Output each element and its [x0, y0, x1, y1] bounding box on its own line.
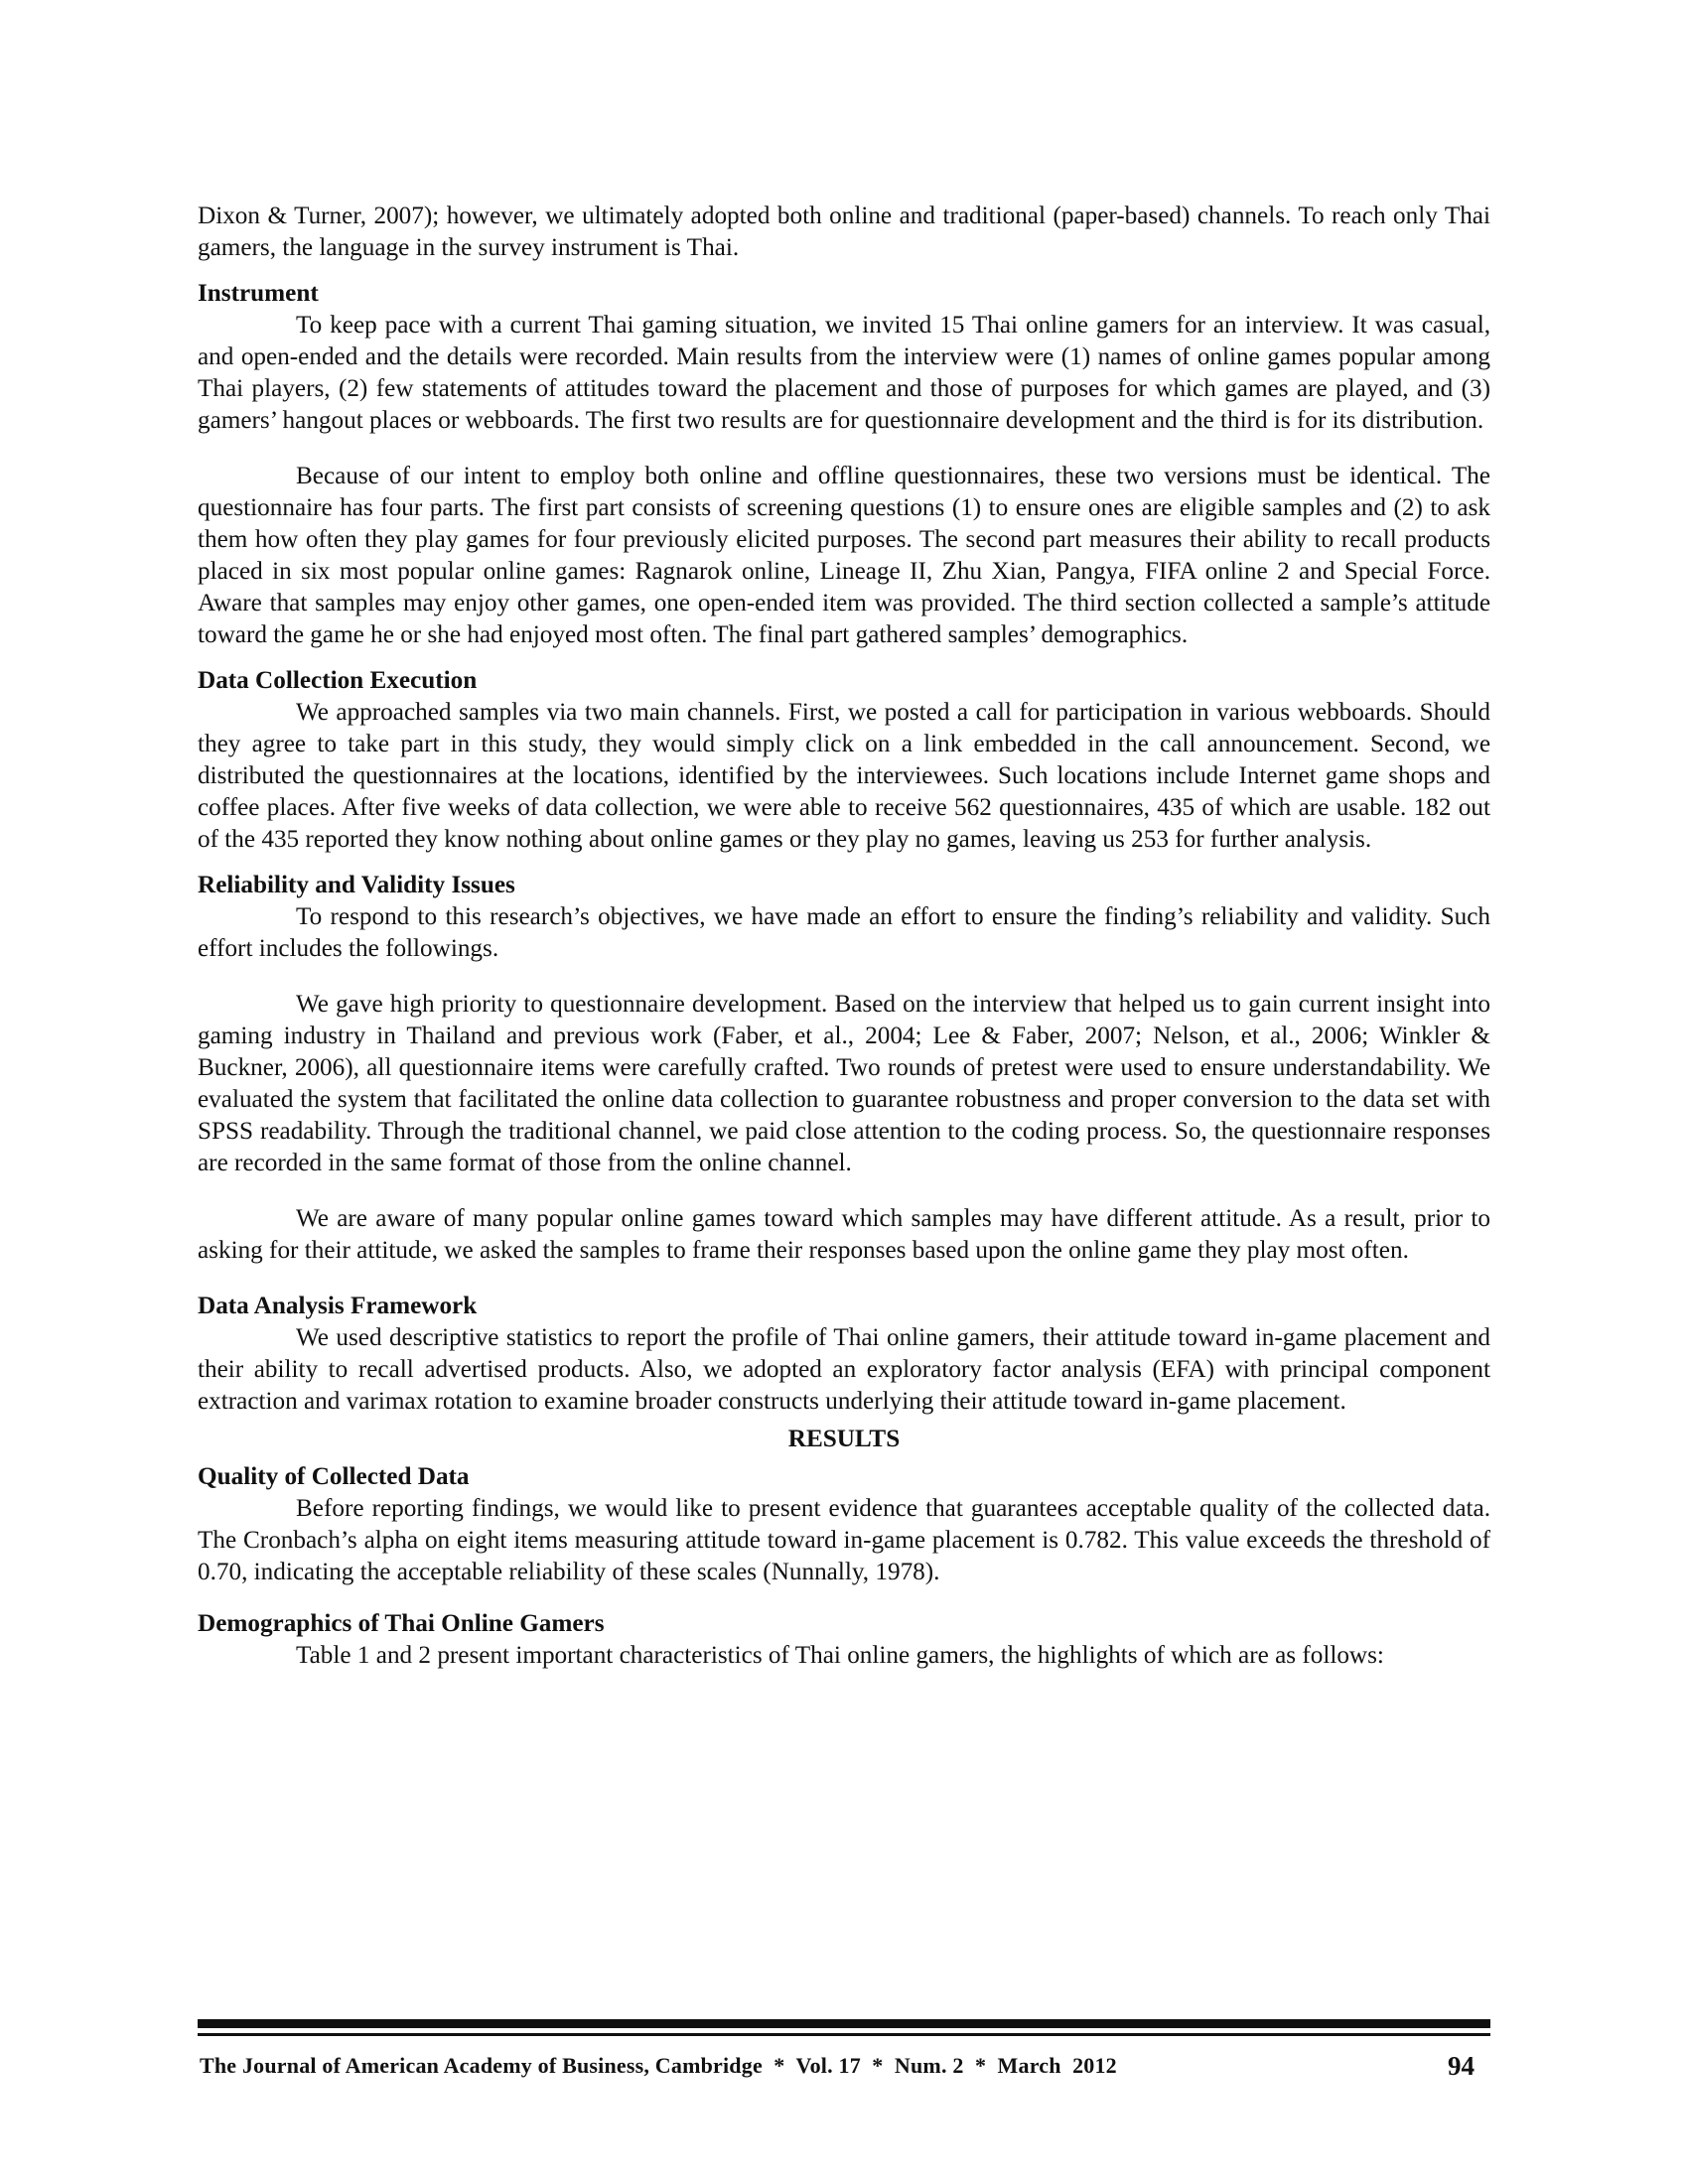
section-heading-data-collection: Data Collection Execution — [198, 667, 478, 694]
journal-citation: The Journal of American Academy of Business, Cambridge * Vol. 17 * Num. 2 * March 2012 — [200, 2053, 1117, 2078]
section-heading-demographics: Demographics of Thai Online Gamers — [198, 1610, 605, 1637]
page-footer — [198, 2049, 1490, 2083]
page-number: 94 — [1448, 2051, 1475, 2081]
results-heading: RESULTS — [787, 1426, 901, 1452]
paragraph: We used descriptive statistics to report the profile of Thai online gamers, their attitude toward in-game placement and their ability to recall advertised products. Also, we adopted an exploratory factor analysis (EFA) with principal component extraction and varimax rotation to examine broader constructs underlying their attitude toward in-game placement. — [198, 1324, 1490, 1415]
section-heading-reliability: Reliability and Validity Issues — [198, 872, 515, 898]
footer-divider — [198, 2019, 1490, 2028]
paragraph: Dixon & Turner, 2007); however, we ultimately adopted both online and traditional (paper-based) channels. To reach only Thai gamers, the language in the survey instrument is Thai. — [198, 203, 1490, 261]
section-heading-quality: Quality of Collected Data — [198, 1463, 470, 1490]
page-body — [198, 201, 1490, 1672]
paragraph: We are aware of many popular online games toward which samples may have different attitude. As a result, prior to asking for their attitude, we asked the samples to frame their responses based upon the online game they play most often. — [198, 1205, 1490, 1264]
paragraph: Table 1 and 2 present important characteristics of Thai online gamers, the highlights of which are as follows: — [296, 1642, 1384, 1669]
section-heading-analysis: Data Analysis Framework — [198, 1293, 478, 1319]
paragraph: Before reporting findings, we would like to present evidence that guarantees acceptable quality of the collected data. The Cronbach’s alpha on eight items measuring attitude toward in-game placement is 0.782. This value exceeds the threshold of 0.70, indicating the acceptable reliability of these scales (Nunnally, 1978). — [198, 1495, 1490, 1585]
paragraph: To respond to this research’s objectives, we have made an effort to ensure the finding’s reliability and validity. Such effort includes the followings. — [198, 903, 1490, 962]
paragraph: We approached samples via two main channels. First, we posted a call for participation in various webboards. Should they agree to take part in this study, they would simply click on a link embedded in the call announcement. Second, we distributed the questionnaires at the locations, identified by the interviewees. Such locations include Internet game shops and coffee places. After five weeks of data collection, we were able to receive 562 questionnaires, 435 of which are usable. 182 out of the 435 reported they know nothing about online games or they play no games, leaving us 253 for further analysis. — [198, 699, 1490, 853]
paragraph: To keep pace with a current Thai gaming situation, we invited 15 Thai online gamers for an interview. It was casual, and open-ended and the details were recorded. Main results from the interview were (1) names of online games popular among Thai players, (2) few statements of attitudes toward the placement and those of purposes for which games are played, and (3) gamers’ hangout places or webboards. The first two results are for questionnaire development and the third is for its distribution. — [198, 312, 1490, 434]
paragraph: Because of our intent to employ both online and offline questionnaires, these two versions must be identical. The questionnaire has four parts. The first part consists of screening questions (1) to ensure ones are eligible samples and (2) to ask them how often they play games for four previously elicited purposes. The second part measures their ability to recall products placed in six most popular online games: Ragnarok online, Lineage II, Zhu Xian, Pangya, FIFA online 2 and Special Force. Aware that samples may enjoy other games, one open-ended item was provided. The third section collected a sample’s attitude toward the game he or she had enjoyed most often. The final part gathered samples’ demographics. — [198, 463, 1490, 648]
section-heading-instrument: Instrument — [198, 280, 319, 307]
footer-divider-thin — [198, 2033, 1490, 2036]
paragraph: We gave high priority to questionnaire development. Based on the interview that helped us to gain current insight into gaming industry in Thailand and previous work (Faber, et al., 2004; Lee & Faber, 2007; Nelson, et al., 2006; Winkler & Buckner, 2006), all questionnaire items were carefully crafted. Two rounds of pretest were used to ensure understandability. We evaluated the system that facilitated the online data collection to guarantee robustness and proper conversion to the data set with SPSS readability. Through the traditional channel, we paid close attention to the coding process. So, the questionnaire responses are recorded in the same format of those from the online channel. — [198, 991, 1490, 1176]
